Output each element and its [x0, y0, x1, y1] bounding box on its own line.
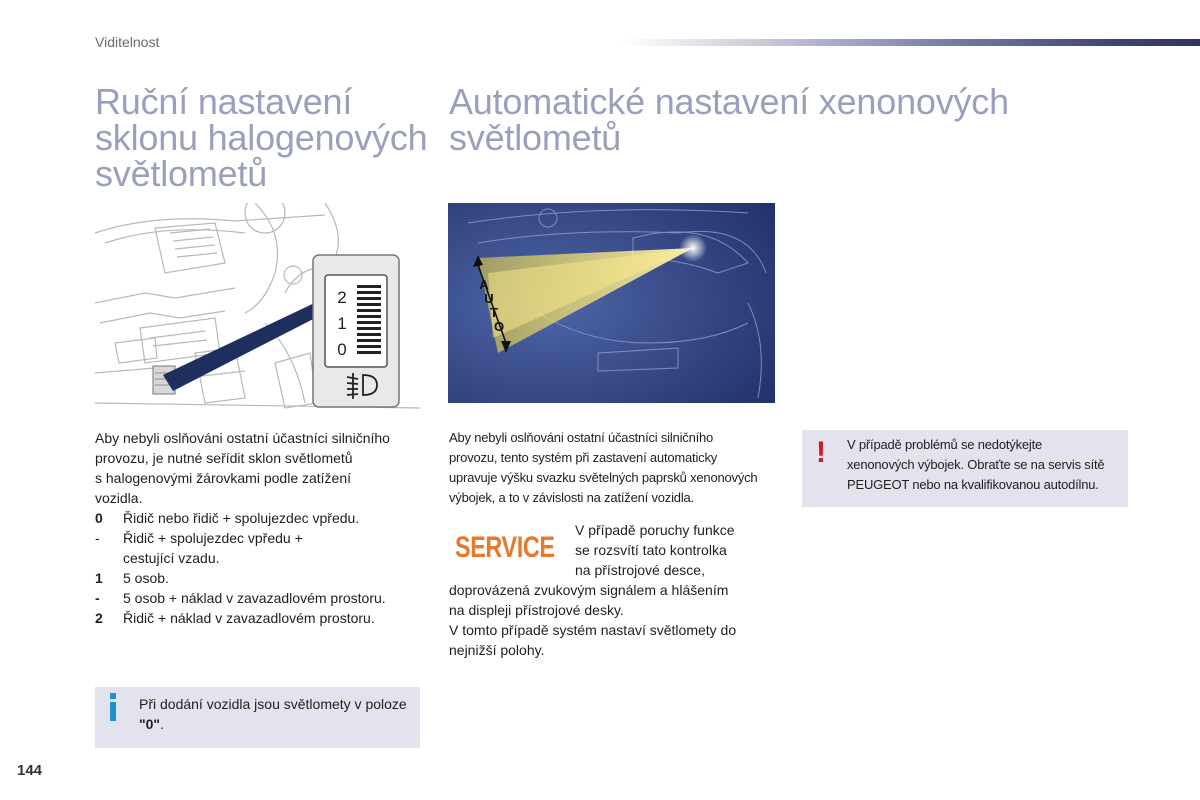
- right-intro-paragraph: [449, 428, 779, 508]
- text-line: se rozsvítí tato kontrolka: [575, 542, 727, 558]
- text-line: Aby nebyli oslňováni ostatní účastníci silničního: [449, 430, 714, 445]
- info-note-sentence: Při dodání vozidla jsou světlomety v poloze: [139, 696, 407, 712]
- left-title-line: světlometů: [95, 153, 268, 194]
- right-title: [449, 81, 1049, 158]
- list-item: [95, 528, 430, 568]
- section-label: Viditelnost: [95, 34, 160, 50]
- left-title-line: sklonu halogenových: [95, 117, 428, 158]
- text-line: V tomto případě systém nastaví světlomety do: [449, 622, 737, 638]
- exclamation-icon: !: [816, 436, 826, 469]
- list-text: 5 osob + náklad v zavazadlovém prostoru.: [123, 590, 386, 606]
- warning-note-text: [847, 435, 1125, 495]
- text-line: nejnižší polohy.: [449, 642, 545, 658]
- xenon-headlamp-illustration: [448, 203, 775, 403]
- text-line: na displeji přístrojové desky.: [449, 602, 624, 618]
- info-note-text: [139, 694, 409, 734]
- info-note-period: .: [160, 716, 164, 732]
- service-paragraph-continued: [449, 580, 779, 660]
- list-text: Řidič + náklad v zavazadlovém prostoru.: [123, 610, 375, 626]
- right-title-line: Automatické nastavení xenonových: [449, 81, 1009, 122]
- list-marker: 2: [95, 610, 103, 626]
- text-line: V případě poruchy funkce: [575, 522, 735, 538]
- info-note-box: [95, 687, 420, 748]
- text-line: V případě problémů se nedotýkejte: [847, 437, 1043, 452]
- left-title: [95, 81, 435, 194]
- text-line: upravuje výšku svazku světelných paprsků xenonových: [449, 470, 758, 485]
- list-marker: -: [95, 530, 100, 546]
- dial-label: 1: [337, 314, 347, 333]
- text-line: provozu, tento systém při zastavení automaticky: [449, 450, 718, 465]
- text-line: vozidla.: [95, 490, 143, 506]
- dial-label: 2: [337, 288, 347, 307]
- dial-label: 0: [337, 340, 347, 359]
- text-line: provozu, je nutné seřídit sklon světlometů: [95, 450, 353, 466]
- warning-note-box: [802, 430, 1128, 507]
- info-icon: [108, 693, 118, 721]
- right-title-line: světlometů: [449, 117, 622, 158]
- list-item: [95, 508, 430, 528]
- list-marker: 0: [95, 510, 103, 526]
- header-gradient-bar: [620, 39, 1200, 46]
- beam-label-letter: O: [493, 319, 505, 334]
- left-intro-paragraph: [95, 428, 430, 508]
- list-item: [95, 608, 430, 628]
- beam-label-letter: A: [479, 277, 489, 292]
- text-line: xenonových výbojek. Obraťte se na servis sítě: [847, 457, 1105, 472]
- service-warning-light-icon: SERVICE: [455, 531, 555, 564]
- text-line: na přístrojové desce,: [575, 562, 705, 578]
- list-marker: 1: [95, 570, 103, 586]
- list-text: Řidič + spolujezdec vpředu + cestující vzadu.: [123, 530, 303, 566]
- beam-label-letter: T: [490, 305, 498, 320]
- list-text: Řidič nebo řidič + spolujezdec vpředu.: [123, 510, 360, 526]
- text-line: Aby nebyli oslňováni ostatní účastníci silničního: [95, 430, 390, 446]
- load-position-list: [95, 508, 430, 628]
- text-line: s halogenovými žárovkami podle zatížení: [95, 470, 352, 486]
- left-title-line: Ruční nastavení: [95, 81, 353, 122]
- page-number: 144: [17, 762, 43, 779]
- list-text: 5 osob.: [123, 570, 169, 586]
- list-item: [95, 588, 430, 608]
- text-line: výbojek, a to v závislosti na zatížení vozidla.: [449, 490, 694, 505]
- info-note-value: "0": [139, 716, 161, 732]
- text-line: doprovázená zvukovým signálem a hlášením: [449, 582, 729, 598]
- list-marker: -: [95, 590, 100, 606]
- service-paragraph: [575, 520, 775, 580]
- beam-label-letter: U: [484, 291, 494, 306]
- text-line: PEUGEOT nebo na kvalifikovanou autodílnu.: [847, 477, 1099, 492]
- headlamp-dial-illustration: [95, 203, 420, 413]
- list-item: [95, 568, 430, 588]
